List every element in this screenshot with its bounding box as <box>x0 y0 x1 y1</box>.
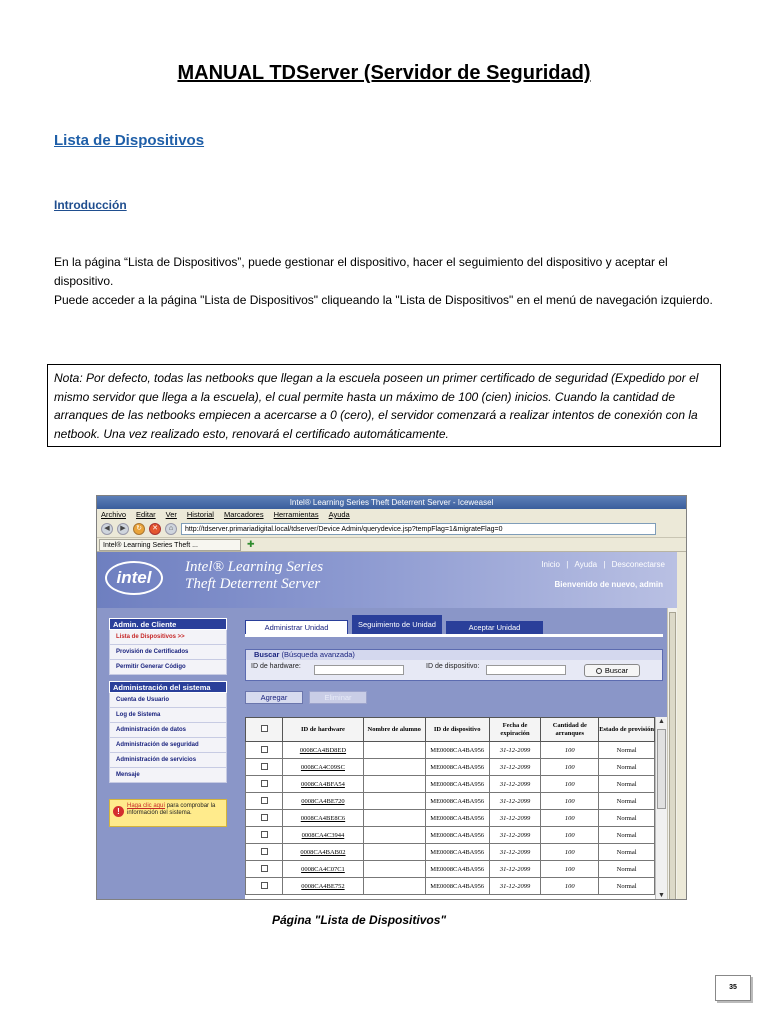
scroll-down-icon[interactable]: ▼ <box>658 892 665 899</box>
sidebar-item-device-list[interactable]: Lista de Dispositivos >> <box>109 630 227 645</box>
search-title-text: Buscar <box>254 650 280 659</box>
provision-status-cell: Normal <box>599 759 655 776</box>
menu-historial[interactable]: Historial <box>186 510 214 519</box>
search-title <box>246 650 662 660</box>
figure-caption: Página "Lista de Dispositivos" <box>272 913 447 927</box>
boot-count-cell: 100 <box>541 776 599 793</box>
device-id-cell: ME0008CA4BA956 <box>425 759 489 776</box>
table-row[interactable] <box>246 793 655 810</box>
header-device-id: ID de dispositivo <box>425 718 489 742</box>
link-separator: | <box>603 560 606 569</box>
main-panel <box>245 614 663 705</box>
expiration-cell: 31-12-2099 <box>489 810 541 827</box>
device-id-input[interactable] <box>486 665 566 675</box>
hardware-id-cell[interactable]: 0008CA4BFA54 <box>283 776 364 793</box>
row-checkbox-cell[interactable] <box>246 878 283 895</box>
warning-box <box>109 799 227 827</box>
sidebar-item-system-log[interactable]: Log de Sistema <box>109 708 227 723</box>
new-tab-icon[interactable]: ✚ <box>247 539 255 549</box>
sidebar-item-message[interactable]: Mensaje <box>109 768 227 783</box>
menu-ver[interactable]: Ver <box>165 510 177 519</box>
boot-count-cell: 100 <box>541 861 599 878</box>
hardware-id-cell[interactable]: 0008CA4C3944 <box>283 827 364 844</box>
table-row[interactable] <box>246 759 655 776</box>
scroll-up-icon[interactable]: ▲ <box>658 718 665 725</box>
row-checkbox-cell[interactable] <box>246 844 283 861</box>
student-name-cell <box>363 759 425 776</box>
provision-status-cell: Normal <box>599 861 655 878</box>
header-provision-status: Estado de provisión <box>599 718 655 742</box>
student-name-cell <box>363 776 425 793</box>
header-expiration: Fecha de expiración <box>489 718 541 742</box>
table-row[interactable] <box>246 827 655 844</box>
menu-marcadores[interactable]: Marcadores <box>223 510 264 519</box>
boot-count-cell: 100 <box>541 742 599 759</box>
row-checkbox-cell[interactable] <box>246 759 283 776</box>
expiration-cell: 31-12-2099 <box>489 793 541 810</box>
row-checkbox-cell[interactable] <box>246 861 283 878</box>
menu-bar <box>97 509 686 521</box>
expiration-cell: 31-12-2099 <box>489 776 541 793</box>
table-scrollbar[interactable] <box>655 717 667 900</box>
delete-button[interactable]: Eliminar <box>309 691 367 704</box>
tab-administrar-unidad[interactable]: Administrar Unidad <box>245 620 348 634</box>
link-separator: | <box>566 560 569 569</box>
expiration-cell: 31-12-2099 <box>489 759 541 776</box>
student-name-cell <box>363 861 425 878</box>
device-id-cell: ME0008CA4BA956 <box>425 810 489 827</box>
navigation-toolbar <box>97 521 686 538</box>
app-banner <box>97 552 677 608</box>
section-heading: Lista de Dispositivos <box>54 132 205 149</box>
hardware-id-cell[interactable]: 0008CA4C09SC <box>283 759 364 776</box>
url-bar[interactable]: http://tdserver.primariadigital.local/tdserver/Device Admin/querydevice.jsp?tempFlag=1&migrateFlag=0 <box>181 523 656 535</box>
row-checkbox[interactable] <box>261 763 268 770</box>
row-checkbox-cell[interactable] <box>246 742 283 759</box>
banner-title <box>185 559 323 593</box>
sidebar-item-security-admin[interactable]: Administración de seguridad <box>109 738 227 753</box>
student-name-cell <box>363 844 425 861</box>
hardware-id-cell[interactable]: 0008CA4BAB02 <box>283 844 364 861</box>
sidebar-section-system: Administración del sistema <box>109 681 227 693</box>
access-paragraph: Puede acceder a la página "Lista de Dispositivos" cliqueando la "Lista de Dispositivos" en el menú de navegación izquierdo. <box>54 293 713 307</box>
row-checkbox[interactable] <box>261 865 268 872</box>
search-button[interactable] <box>584 664 640 677</box>
sidebar-item-services-admin[interactable]: Administración de servicios <box>109 753 227 768</box>
top-links <box>537 560 665 569</box>
expiration-cell: 31-12-2099 <box>489 827 541 844</box>
row-checkbox[interactable] <box>261 797 268 804</box>
table-row[interactable] <box>246 776 655 793</box>
student-name-cell <box>363 878 425 895</box>
banner-title-line2: Theft Deterrent Server <box>185 576 321 592</box>
back-icon[interactable]: ◀ <box>101 523 113 535</box>
row-checkbox[interactable] <box>261 831 268 838</box>
boot-count-cell: 100 <box>541 844 599 861</box>
row-checkbox[interactable] <box>261 814 268 821</box>
tab-bar <box>97 538 686 552</box>
tab-seguimiento-unidad[interactable]: Seguimiento de Unidad <box>352 615 442 634</box>
hardware-id-cell[interactable]: 0008CA4BE720 <box>283 793 364 810</box>
sidebar <box>109 618 227 827</box>
hardware-id-cell[interactable]: 0008CA4BE752 <box>283 878 364 895</box>
provision-status-cell: Normal <box>599 776 655 793</box>
page-number: 35 <box>715 975 751 1001</box>
provision-status-cell: Normal <box>599 793 655 810</box>
menu-ayuda[interactable]: Ayuda <box>328 510 350 519</box>
page-scrollbar[interactable] <box>667 608 677 900</box>
device-id-cell: ME0008CA4BA956 <box>425 844 489 861</box>
header-hardware-id: ID de hardware <box>283 718 364 742</box>
table-row[interactable] <box>246 742 655 759</box>
device-id-cell: ME0008CA4BA956 <box>425 776 489 793</box>
device-id-label: ID de dispositivo: <box>426 663 480 670</box>
row-checkbox-cell[interactable] <box>246 827 283 844</box>
table-scroll-thumb[interactable] <box>657 729 666 809</box>
page-scroll-thumb[interactable] <box>669 612 676 900</box>
hardware-id-cell[interactable]: 0008CA4C07C1 <box>283 861 364 878</box>
action-buttons <box>245 691 663 705</box>
row-checkbox[interactable] <box>261 882 268 889</box>
boot-count-cell: 100 <box>541 827 599 844</box>
provision-status-cell: Normal <box>599 878 655 895</box>
row-checkbox-cell[interactable] <box>246 776 283 793</box>
search-icon <box>596 668 602 674</box>
device-id-cell: ME0008CA4BA956 <box>425 827 489 844</box>
student-name-cell <box>363 810 425 827</box>
intel-logo: intel <box>105 561 163 595</box>
sidebar-section-client: Admin. de Cliente <box>109 618 227 630</box>
device-id-cell: ME0008CA4BA956 <box>425 742 489 759</box>
note-box: Nota: Por defecto, todas las netbooks que llegan a la escuela poseen un primer certificado de seguridad (Expedido por el mismo servidor que llega a la escuela), el cual permite hasta un máximo de 100 (cien) inicios. Cuando la cantidad de arranques de las netbooks empiecen a acercarse a 0 (cero), el servidor comenzará a realizar intentos de conexión con la netbook. Una vez realizado esto, renovará el certificado automáticamente. <box>47 364 721 447</box>
hardware-id-cell[interactable]: 0008CA4BE8C6 <box>283 810 364 827</box>
expiration-cell: 31-12-2099 <box>489 861 541 878</box>
provision-status-cell: Normal <box>599 810 655 827</box>
advanced-search-link[interactable]: (Búsqueda avanzada) <box>281 650 355 659</box>
row-checkbox[interactable] <box>261 746 268 753</box>
hardware-id-label: ID de hardware: <box>251 663 301 670</box>
boot-count-cell: 100 <box>541 793 599 810</box>
table-row[interactable] <box>246 810 655 827</box>
unit-tabs <box>245 614 663 634</box>
row-checkbox[interactable] <box>261 848 268 855</box>
intro-paragraph: En la página “Lista de Dispositivos”, puede gestionar el dispositivo, hacer el seguimiento del dispositivo y aceptar el dispositivo. <box>54 255 668 288</box>
device-id-cell: ME0008CA4BA956 <box>425 793 489 810</box>
document-title: MANUAL TDServer (Servidor de Seguridad) <box>177 62 591 84</box>
boot-count-cell: 100 <box>541 878 599 895</box>
header-student-name: Nombre de alumno <box>363 718 425 742</box>
student-name-cell <box>363 827 425 844</box>
sidebar-item-data-admin[interactable]: Administración de datos <box>109 723 227 738</box>
link-inicio[interactable]: Inicio <box>541 560 560 569</box>
menu-editar[interactable]: Editar <box>136 510 156 519</box>
menu-archivo[interactable]: Archivo <box>101 510 127 519</box>
sub-heading: Introducción <box>54 198 127 212</box>
reload-icon[interactable]: ↻ <box>133 523 145 535</box>
embedded-screenshot <box>96 495 687 900</box>
provision-status-cell: Normal <box>599 827 655 844</box>
boot-count-cell: 100 <box>541 759 599 776</box>
browser-tab[interactable]: Intel® Learning Series Theft ... <box>99 539 241 551</box>
warning-text: para comprobar la información del sistema. <box>127 803 216 816</box>
sidebar-item-certificates[interactable]: Provisión de Certificados <box>109 645 227 660</box>
search-button-label: Buscar <box>604 666 629 675</box>
student-name-cell <box>363 793 425 810</box>
web-page <box>97 552 677 900</box>
select-all-checkbox[interactable] <box>261 725 268 732</box>
student-name-cell <box>363 742 425 759</box>
welcome-text: Bienvenido de nuevo, admin <box>554 580 663 589</box>
table-row[interactable] <box>246 878 655 895</box>
window-title: Intel® Learning Series Theft Deterrent Server - Iceweasel <box>97 496 686 509</box>
search-panel <box>245 649 663 681</box>
stop-icon[interactable]: ✕ <box>149 523 161 535</box>
expiration-cell: 31-12-2099 <box>489 878 541 895</box>
header-select-all[interactable] <box>246 718 283 742</box>
link-ayuda[interactable]: Ayuda <box>574 560 598 569</box>
sidebar-item-user-account[interactable]: Cuenta de Usuario <box>109 693 227 708</box>
table-row[interactable] <box>246 844 655 861</box>
device-table-container <box>245 717 669 900</box>
link-desconectarse[interactable]: Desconectarse <box>611 560 665 569</box>
hardware-id-input[interactable] <box>314 665 404 675</box>
expiration-cell: 31-12-2099 <box>489 844 541 861</box>
device-id-cell: ME0008CA4BA956 <box>425 861 489 878</box>
warning-link[interactable]: Haga clic aquí <box>127 803 166 809</box>
row-checkbox[interactable] <box>261 780 268 787</box>
forward-icon[interactable]: ▶ <box>117 523 129 535</box>
sidebar-item-generate-code[interactable]: Permitir Generar Código <box>109 660 227 675</box>
tab-aceptar-unidad[interactable]: Aceptar Unidad <box>446 621 543 634</box>
banner-title-line1: Intel® Learning Series <box>185 559 324 575</box>
table-row[interactable] <box>246 861 655 878</box>
provision-status-cell: Normal <box>599 844 655 861</box>
menu-herramientas[interactable]: Herramientas <box>273 510 319 519</box>
expiration-cell: 31-12-2099 <box>489 742 541 759</box>
device-table <box>245 717 655 895</box>
add-button[interactable]: Agregar <box>245 691 303 704</box>
boot-count-cell: 100 <box>541 810 599 827</box>
hardware-id-cell[interactable]: 0008CA4BD8ED <box>283 742 364 759</box>
home-icon[interactable]: ⌂ <box>165 523 177 535</box>
header-boot-count: Cantidad de arranques <box>541 718 599 742</box>
provision-status-cell: Normal <box>599 742 655 759</box>
row-checkbox-cell[interactable] <box>246 810 283 827</box>
row-checkbox-cell[interactable] <box>246 793 283 810</box>
warning-icon: ! <box>113 806 124 817</box>
device-id-cell: ME0008CA4BA956 <box>425 878 489 895</box>
